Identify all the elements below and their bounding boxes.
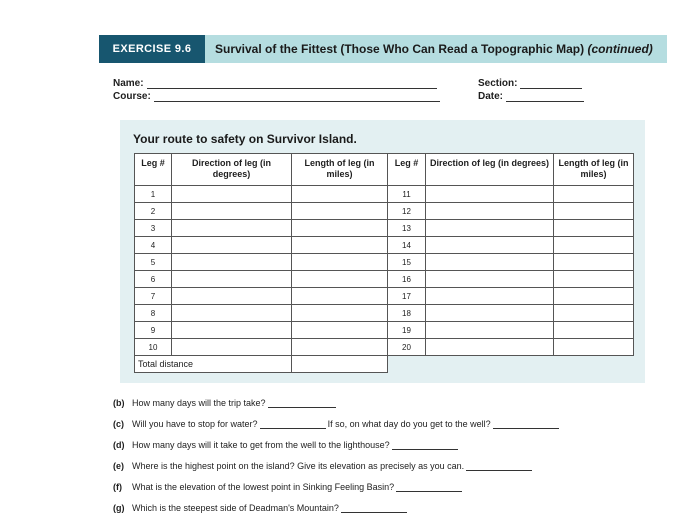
course-line[interactable] [154,93,440,102]
question-text: How many days will it take to get from the well to the lighthouse? [132,440,390,450]
length-cell-right[interactable] [554,237,634,254]
direction-cell-left[interactable] [172,271,292,288]
date-field[interactable] [478,91,584,102]
table-row [135,271,634,288]
col-length-left: Length of leg (in miles) [292,154,388,186]
exercise-title [215,42,653,56]
exercise-title-main: Survival of the Fittest (Those Who Can Read a Topographic Map) [215,42,585,56]
leg-number-left: 9 [135,322,172,339]
exercise-tag: EXERCISE 9.6 [99,35,205,63]
total-distance-label: Total distance [135,356,292,373]
question-letter: (b) [113,398,125,408]
leg-number-right: 15 [388,254,426,271]
question-letter: (e) [113,461,124,471]
direction-cell-left[interactable] [172,339,292,356]
question-f [113,482,462,492]
length-cell-right[interactable] [554,288,634,305]
answer-line[interactable] [260,421,326,429]
length-cell-right[interactable] [554,322,634,339]
table-row [135,254,634,271]
question-text-continued: If so, on what day do you get to the well? [327,419,491,429]
date-line[interactable] [506,93,584,102]
leg-number-right: 13 [388,220,426,237]
direction-cell-left[interactable] [172,322,292,339]
length-cell-left[interactable] [292,203,388,220]
question-letter: (f) [113,482,122,492]
direction-cell-left[interactable] [172,288,292,305]
question-letter: (g) [113,503,125,513]
leg-number-right: 17 [388,288,426,305]
leg-number-left: 10 [135,339,172,356]
section-label: Section: [478,78,518,89]
answer-line[interactable] [341,505,407,513]
length-cell-left[interactable] [292,220,388,237]
leg-number-left: 3 [135,220,172,237]
direction-cell-right[interactable] [426,288,554,305]
table-row [135,322,634,339]
length-cell-left[interactable] [292,237,388,254]
leg-number-right: 12 [388,203,426,220]
question-text: Which is the steepest side of Deadman's Mountain? [132,503,339,513]
leg-number-right: 11 [388,186,426,203]
route-heading: Your route to safety on Survivor Island. [133,132,357,146]
direction-cell-left[interactable] [172,305,292,322]
col-direction-left: Direction of leg (in degrees) [172,154,292,186]
length-cell-right[interactable] [554,220,634,237]
length-cell-right[interactable] [554,305,634,322]
length-cell-right[interactable] [554,186,634,203]
direction-cell-left[interactable] [172,220,292,237]
question-text: How many days will the trip take? [132,398,266,408]
length-cell-left[interactable] [292,288,388,305]
table-row [135,237,634,254]
total-row-spacer [388,356,634,373]
direction-cell-right[interactable] [426,305,554,322]
question-text: What is the elevation of the lowest point in Sinking Feeling Basin? [132,482,395,492]
leg-number-left: 4 [135,237,172,254]
direction-cell-right[interactable] [426,322,554,339]
question-letter: (c) [113,419,124,429]
length-cell-left[interactable] [292,339,388,356]
direction-cell-right[interactable] [426,339,554,356]
answer-line[interactable] [268,400,336,408]
length-cell-left[interactable] [292,305,388,322]
length-cell-left[interactable] [292,271,388,288]
question-text: Where is the highest point on the island? Give its elevation as precisely as you can. [132,461,465,471]
name-line[interactable] [147,80,437,89]
leg-number-right: 14 [388,237,426,254]
col-direction-right: Direction of leg (in degrees) [426,154,554,186]
question-e [113,461,532,471]
question-letter: (d) [113,440,125,450]
direction-cell-left[interactable] [172,186,292,203]
question-b [113,398,336,408]
date-label: Date: [478,91,504,102]
name-field[interactable] [113,78,437,89]
answer-line[interactable] [466,463,532,471]
direction-cell-right[interactable] [426,254,554,271]
answer-line[interactable] [493,421,559,429]
exercise-title-suffix: (continued) [587,42,653,56]
question-text: Will you have to stop for water? [132,419,258,429]
total-row [135,356,634,373]
table-row [135,220,634,237]
table-row [135,288,634,305]
section-field[interactable] [478,78,582,89]
leg-number-right: 20 [388,339,426,356]
length-cell-left[interactable] [292,322,388,339]
direction-cell-right[interactable] [426,237,554,254]
course-label: Course: [113,91,151,102]
table-row [135,305,634,322]
direction-cell-left[interactable] [172,254,292,271]
length-cell-left[interactable] [292,254,388,271]
col-leg-right: Leg # [388,154,426,186]
length-cell-left[interactable] [292,186,388,203]
col-length-right: Length of leg (in miles) [554,154,634,186]
route-panel [120,120,645,383]
length-cell-right[interactable] [554,271,634,288]
question-d [113,440,458,450]
table-row [135,203,634,220]
leg-number-right: 19 [388,322,426,339]
answer-line[interactable] [396,484,462,492]
total-distance-cell[interactable] [292,356,388,373]
route-table-header [135,154,634,186]
leg-number-left: 7 [135,288,172,305]
direction-cell-right[interactable] [426,220,554,237]
direction-cell-right[interactable] [426,203,554,220]
leg-number-right: 18 [388,305,426,322]
direction-cell-left[interactable] [172,203,292,220]
answer-line[interactable] [392,442,458,450]
question-g [113,503,407,513]
exercise-header [99,35,667,63]
leg-number-left: 8 [135,305,172,322]
leg-number-left: 2 [135,203,172,220]
direction-cell-right[interactable] [426,186,554,203]
question-c [113,419,559,429]
leg-number-left: 1 [135,186,172,203]
col-leg-left: Leg # [135,154,172,186]
table-row [135,186,634,203]
leg-number-left: 5 [135,254,172,271]
route-table [134,153,634,373]
leg-number-right: 16 [388,271,426,288]
direction-cell-left[interactable] [172,237,292,254]
course-field[interactable] [113,91,440,102]
name-label: Name: [113,78,144,89]
length-cell-right[interactable] [554,203,634,220]
section-line[interactable] [520,80,582,89]
table-row [135,339,634,356]
length-cell-right[interactable] [554,339,634,356]
direction-cell-right[interactable] [426,271,554,288]
leg-number-left: 6 [135,271,172,288]
length-cell-right[interactable] [554,254,634,271]
